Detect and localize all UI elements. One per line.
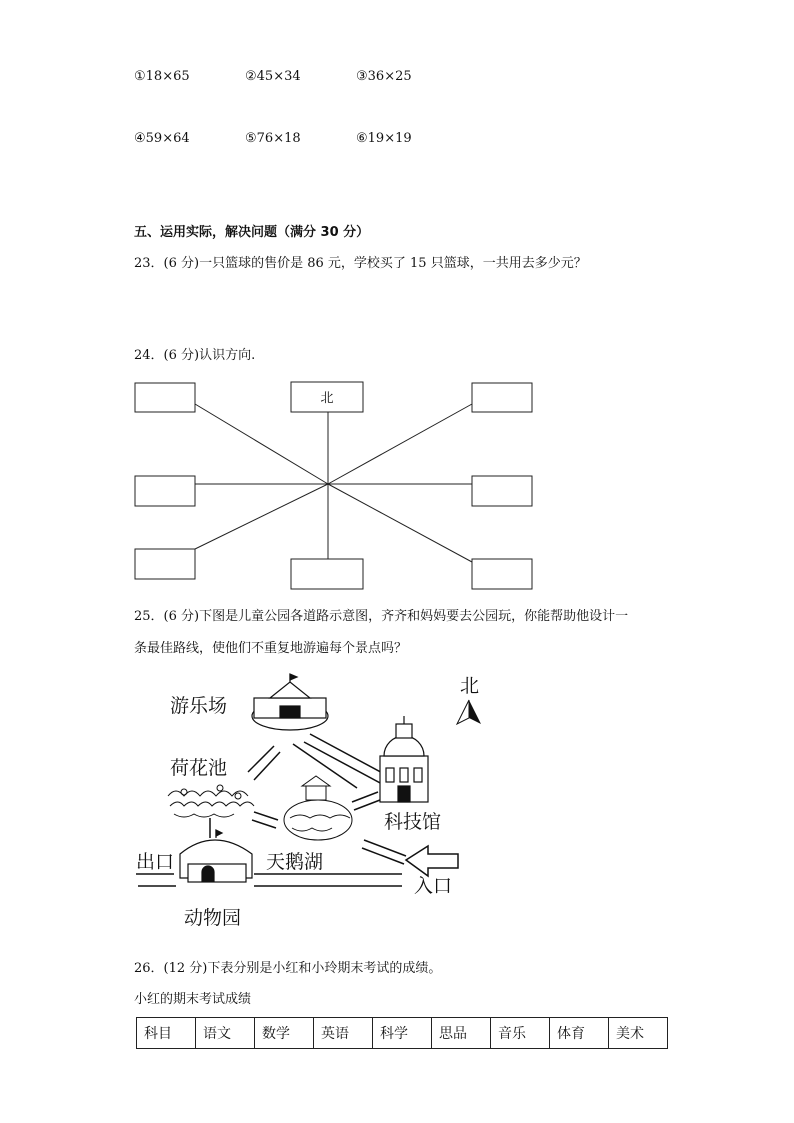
direction-diagram [130,378,540,596]
label-exit: 出口 [136,851,175,873]
table-header-cell: 科目 [137,1018,196,1049]
label-swan-lake: 天鹅湖 [266,851,324,873]
table-row [137,1018,668,1049]
problem-3: ③36×25 [356,69,412,84]
label-science-museum: 科技馆 [384,811,442,833]
label-zoo: 动物园 [184,907,242,929]
ray-northwest [195,404,328,484]
zoo-icon [180,830,252,882]
question-25-line1: 25．(6 分)下图是儿童公园各道路示意图，齐齐和妈妈要去公园玩，你能帮助他设计一 [134,609,629,624]
label-amusement-park: 游乐场 [170,695,228,717]
box-northeast [472,383,532,412]
problem-4: ④59×64 [134,131,190,146]
ray-southwest [195,484,328,549]
score-table [136,1017,668,1049]
problem-1: ①18×65 [134,69,190,84]
question-24: 24．(6 分)认识方向. [134,348,256,363]
entrance-arrow-icon [406,846,458,876]
north-label: 北 [320,391,334,406]
section-title: 五、运用实际，解决问题（满分 30 分） [134,225,370,240]
question-23: 23．(6 分)一只篮球的售价是 86 元，学校买了 15 只篮球，一共用去多少元？ [134,256,587,271]
label-lotus-pond: 荷花池 [170,757,228,779]
box-west [135,476,195,506]
label-north: 北 [460,675,480,697]
north-arrow-icon [457,700,481,724]
box-northwest [135,383,195,412]
table-header-cell: 英语 [314,1018,373,1049]
lotus-pond-icon [168,785,254,817]
box-east [472,476,532,506]
table-header-cell: 数学 [255,1018,314,1049]
question-26: 26．(12 分)下表分别是小红和小玲期末考试的成绩。 [134,961,442,976]
problem-6: ⑥19×19 [356,131,412,146]
table-header-cell: 思品 [432,1018,491,1049]
box-southwest [135,549,195,579]
table-header-cell: 体育 [550,1018,609,1049]
problem-2: ②45×34 [245,69,301,84]
box-southeast [472,559,532,589]
table-header-cell: 科学 [373,1018,432,1049]
box-south [291,559,363,589]
ray-northeast [328,404,472,484]
science-museum-icon [380,716,428,802]
table-header-cell: 美术 [609,1018,668,1049]
park-map [130,668,480,936]
table-header-cell: 语文 [196,1018,255,1049]
amusement-park-icon [252,674,328,730]
table-caption: 小红的期末考试成绩 [134,992,252,1007]
problem-5: ⑤76×18 [245,131,301,146]
ray-southeast [328,484,472,562]
label-entrance: 入口 [414,875,453,897]
swan-lake-icon [284,776,352,840]
table-header-cell: 音乐 [491,1018,550,1049]
question-25-line2: 条最佳路线，使他们不重复地游遍每个景点吗？ [134,641,408,656]
